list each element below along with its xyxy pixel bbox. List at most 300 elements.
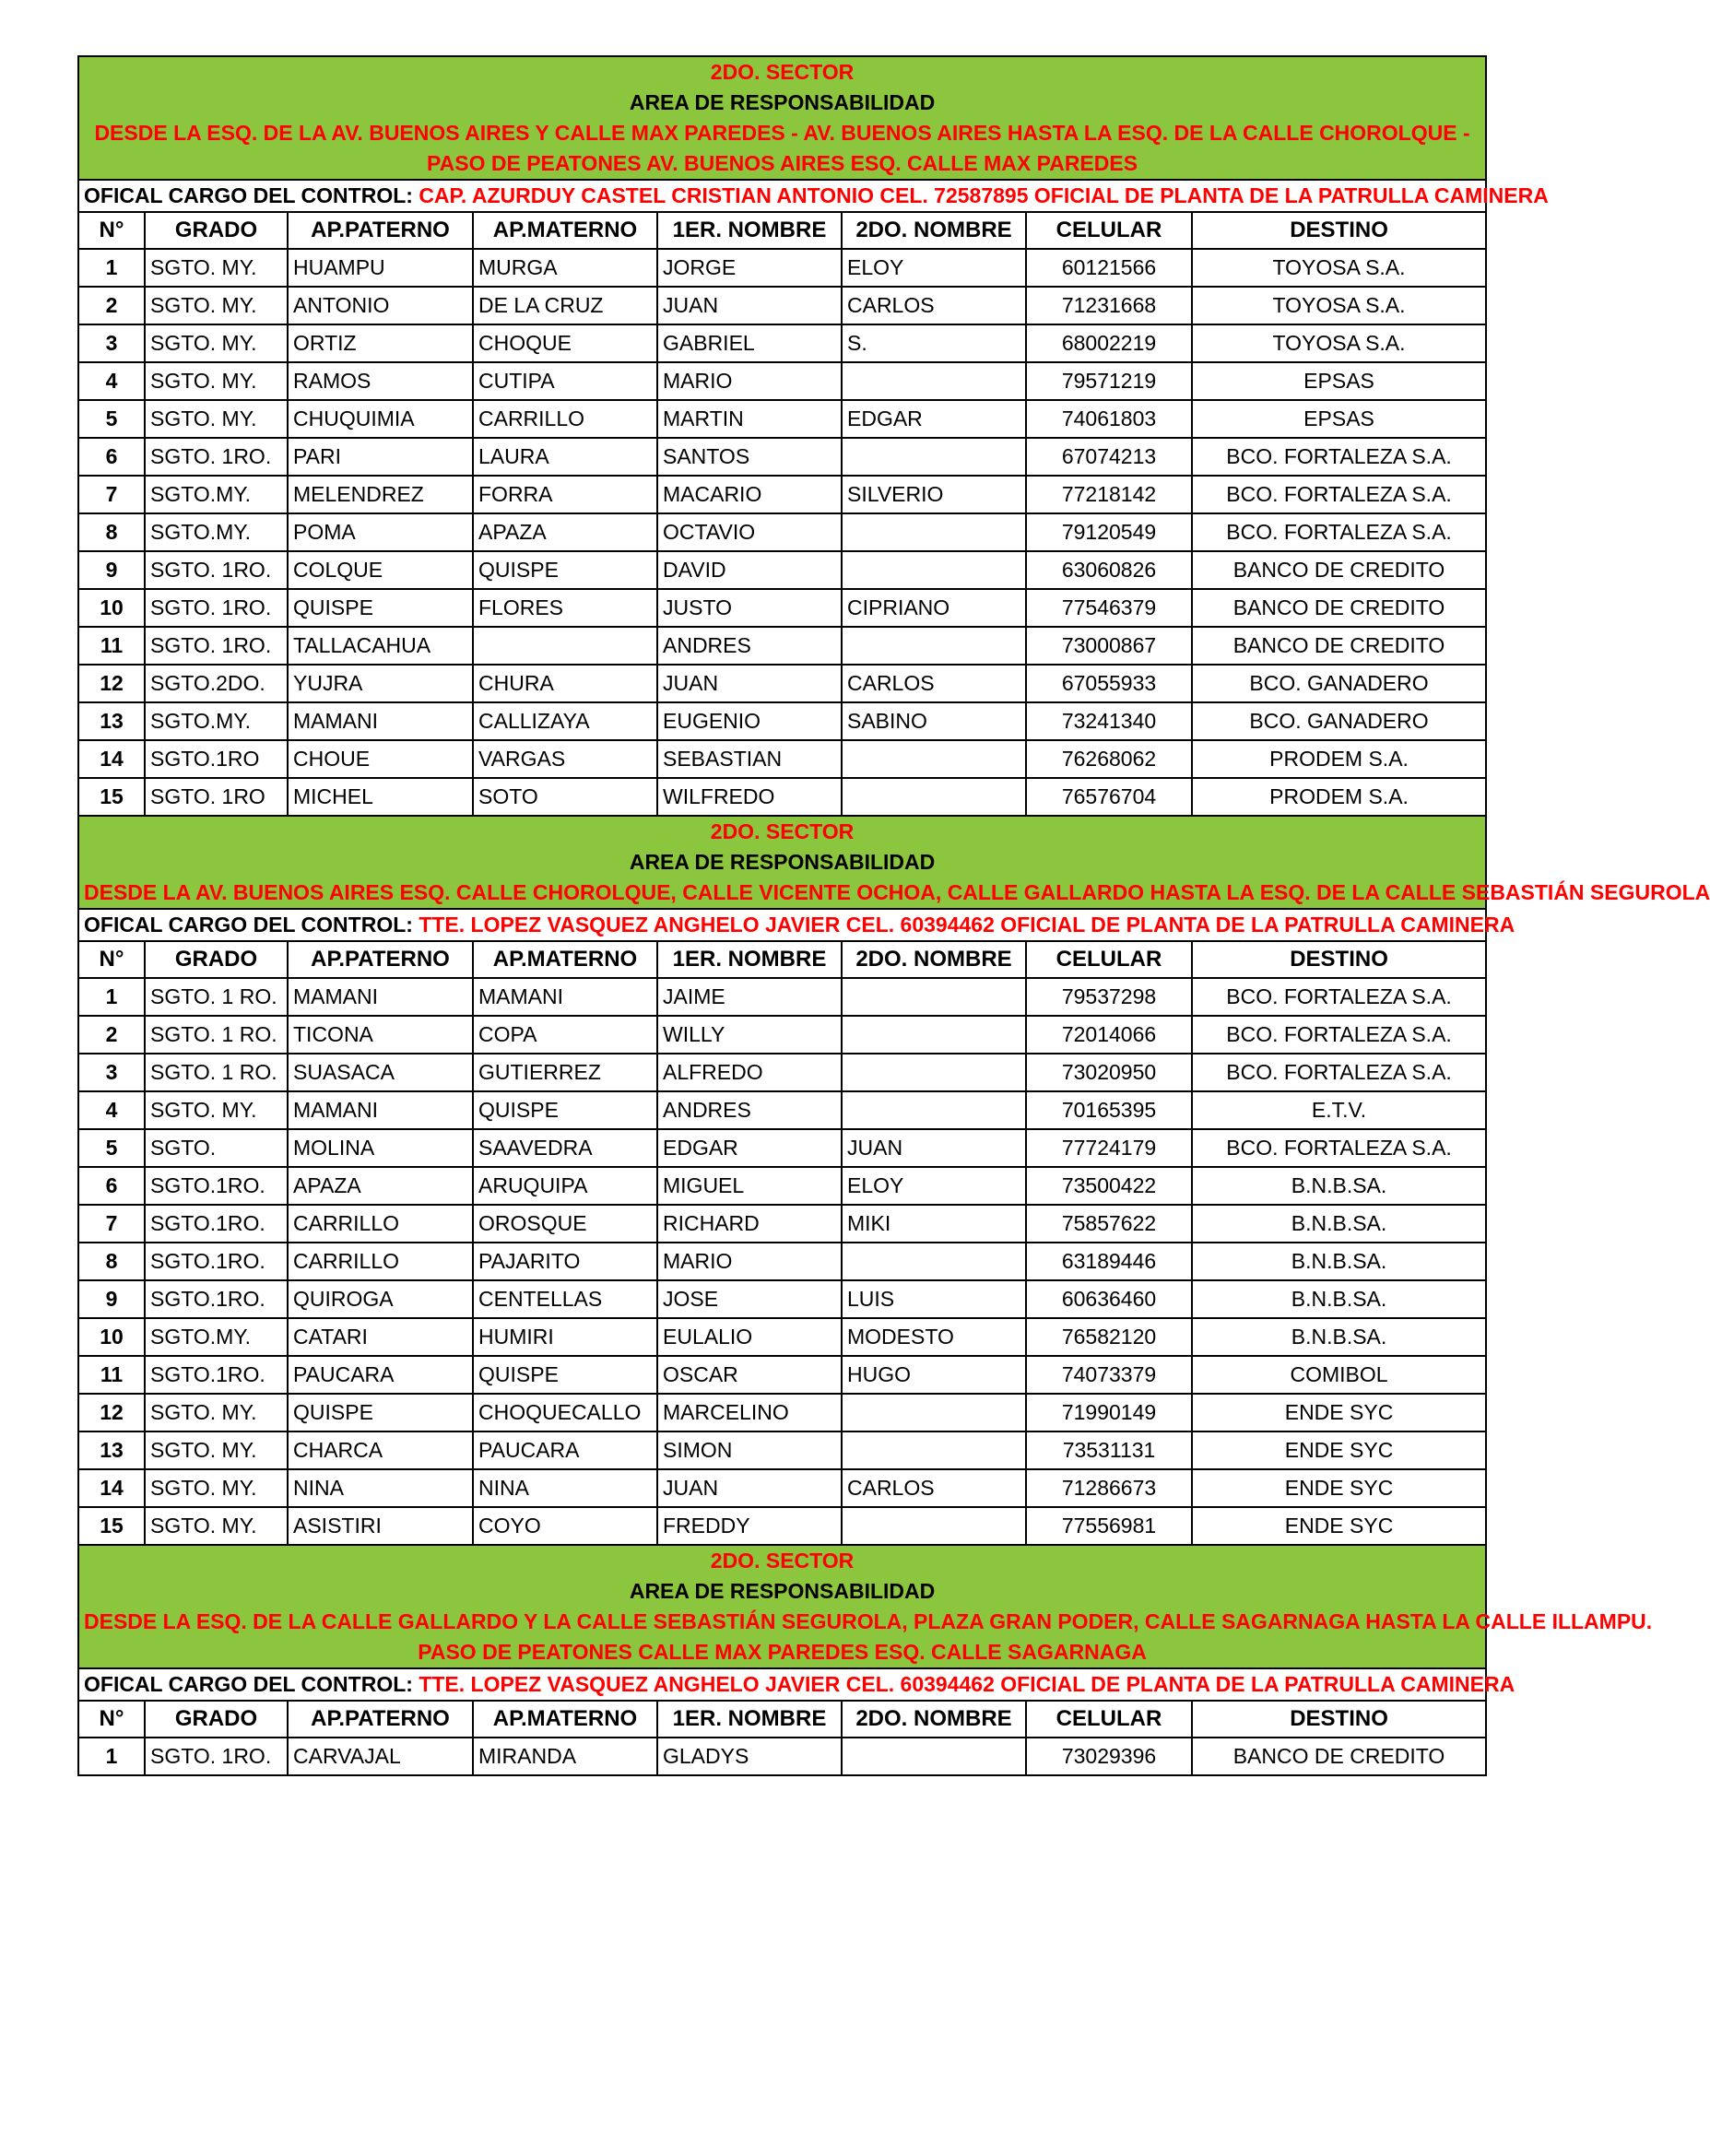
cell-ap-paterno: MELENDREZ (288, 476, 473, 513)
cell-row-number: 15 (78, 1507, 145, 1545)
cell-ap-paterno: ORTIZ (288, 324, 473, 362)
cell-row-number: 13 (78, 1431, 145, 1469)
cell-segundo-nombre (842, 1394, 1026, 1431)
cell-celular: 70165395 (1026, 1091, 1192, 1129)
table-row (78, 1054, 1486, 1091)
cell-grado: SGTO.MY. (145, 513, 288, 551)
cell-grado: SGTO. MY. (145, 1091, 288, 1129)
cell-grado: SGTO. MY. (145, 287, 288, 324)
column-header-row-number: N° (78, 941, 145, 978)
area-description: DESDE LA AV. BUENOS AIRES ESQ. CALLE CHOROLQUE, CALLE VICENTE OCHOA, CALLE GALLARDO HASTA LA ESQ. DE LA CALLE SEBASTIÁN SEGUROLA (84, 880, 1710, 904)
table-row (78, 1167, 1486, 1205)
cell-destino: BANCO DE CREDITO (1192, 627, 1486, 665)
cell-ap-paterno: CHARCA (288, 1431, 473, 1469)
cell-grado: SGTO.MY. (145, 702, 288, 740)
cell-destino: ENDE SYC (1192, 1431, 1486, 1469)
cell-row-number: 2 (78, 287, 145, 324)
cell-primer-nombre: GABRIEL (657, 324, 842, 362)
table-row (78, 1243, 1486, 1280)
column-header-segundo-nombre: 2DO. NOMBRE (842, 1701, 1026, 1738)
cell-celular: 76268062 (1026, 740, 1192, 778)
cell-ap-paterno: RAMOS (288, 362, 473, 400)
column-header-row-number: N° (78, 212, 145, 249)
cell-destino: TOYOSA S.A. (1192, 287, 1486, 324)
cell-celular: 67055933 (1026, 665, 1192, 702)
cell-row-number: 11 (78, 1356, 145, 1394)
column-header-grado: GRADO (145, 1701, 288, 1738)
cell-primer-nombre: SIMON (657, 1431, 842, 1469)
table-row (78, 978, 1486, 1016)
personnel-table (77, 55, 1710, 1776)
cell-primer-nombre: SANTOS (657, 438, 842, 476)
officer-name: TTE. LOPEZ VASQUEZ ANGHELO JAVIER CEL. 60394462 OFICIAL DE PLANTA DE LA PATRULLA CAMINERA (419, 913, 1515, 937)
crosswalk-note: PASO DE PEATONES CALLE MAX PAREDES ESQ. CALLE SAGARNAGA (418, 1640, 1147, 1664)
sector-title: 2DO. SECTOR (710, 819, 855, 843)
column-header-celular: CELULAR (1026, 212, 1192, 249)
column-header-destino: DESTINO (1192, 941, 1486, 978)
cell-primer-nombre: EULALIO (657, 1318, 842, 1356)
cell-celular: 77218142 (1026, 476, 1192, 513)
cell-segundo-nombre: JUAN (842, 1129, 1026, 1167)
cell-celular: 79571219 (1026, 362, 1192, 400)
column-header-primer-nombre: 1ER. NOMBRE (657, 941, 842, 978)
cell-segundo-nombre (842, 438, 1026, 476)
table-row (78, 1356, 1486, 1394)
cell-celular: 60636460 (1026, 1280, 1192, 1318)
cell-celular: 75857622 (1026, 1205, 1192, 1243)
cell-grado: SGTO.1RO. (145, 1205, 288, 1243)
cell-primer-nombre: MARIO (657, 362, 842, 400)
officer-cell (78, 180, 1549, 212)
cell-ap-paterno: QUISPE (288, 1394, 473, 1431)
cell-row-number: 1 (78, 249, 145, 287)
cell-ap-materno: CALLIZAYA (473, 702, 657, 740)
officer-row (78, 909, 1486, 941)
cell-grado: SGTO.1RO (145, 740, 288, 778)
cell-primer-nombre: MARTIN (657, 400, 842, 438)
cell-segundo-nombre (842, 1091, 1026, 1129)
table-row (78, 1394, 1486, 1431)
sector-title: 2DO. SECTOR (710, 1549, 855, 1573)
cell-ap-paterno: CARRILLO (288, 1205, 473, 1243)
cell-grado: SGTO.1RO. (145, 1167, 288, 1205)
cell-ap-paterno: QUIROGA (288, 1280, 473, 1318)
cell-destino: EPSAS (1192, 400, 1486, 438)
cell-row-number: 4 (78, 1091, 145, 1129)
column-header-grado: GRADO (145, 212, 288, 249)
cell-ap-paterno: NINA (288, 1469, 473, 1507)
cell-destino: BCO. FORTALEZA S.A. (1192, 476, 1486, 513)
cell-celular: 74061803 (1026, 400, 1192, 438)
cell-ap-materno: NINA (473, 1469, 657, 1507)
cell-destino: ENDE SYC (1192, 1507, 1486, 1545)
table-row (78, 362, 1486, 400)
cell-row-number: 11 (78, 627, 145, 665)
cell-grado: SGTO. (145, 1129, 288, 1167)
cell-celular: 79537298 (1026, 978, 1192, 1016)
table-row (78, 551, 1486, 589)
table-row (78, 665, 1486, 702)
cell-grado: SGTO. MY. (145, 362, 288, 400)
cell-ap-paterno: YUJRA (288, 665, 473, 702)
cell-ap-paterno: SUASACA (288, 1054, 473, 1091)
cell-grado: SGTO. 1 RO. (145, 978, 288, 1016)
cell-primer-nombre: SEBASTIAN (657, 740, 842, 778)
column-header-destino: DESTINO (1192, 1701, 1486, 1738)
officer-label: OFICAL CARGO DEL CONTROL: (84, 1672, 413, 1696)
cell-row-number: 1 (78, 978, 145, 1016)
cell-row-number: 5 (78, 400, 145, 438)
cell-segundo-nombre (842, 740, 1026, 778)
cell-grado: SGTO.MY. (145, 476, 288, 513)
cell-grado: SGTO. 1 RO. (145, 1016, 288, 1054)
cell-segundo-nombre (842, 1738, 1026, 1775)
cell-destino: BCO. FORTALEZA S.A. (1192, 1016, 1486, 1054)
cell-destino: PRODEM S.A. (1192, 740, 1486, 778)
cell-ap-materno: QUISPE (473, 1091, 657, 1129)
cell-grado: SGTO. MY. (145, 1394, 288, 1431)
cell-destino: BCO. GANADERO (1192, 665, 1486, 702)
cell-segundo-nombre: S. (842, 324, 1026, 362)
table-row (78, 513, 1486, 551)
cell-grado: SGTO. MY. (145, 249, 288, 287)
table-row (78, 1280, 1486, 1318)
cell-ap-materno: CARRILLO (473, 400, 657, 438)
area-description: DESDE LA ESQ. DE LA CALLE GALLARDO Y LA CALLE SEBASTIÁN SEGUROLA, PLAZA GRAN PODER, CALLE SAGARNAGA HASTA LA CALLE ILLAMPU. (84, 1609, 1653, 1633)
cell-celular: 73500422 (1026, 1167, 1192, 1205)
cell-row-number: 14 (78, 1469, 145, 1507)
cell-ap-materno: CHURA (473, 665, 657, 702)
cell-celular: 73020950 (1026, 1054, 1192, 1091)
cell-row-number: 10 (78, 589, 145, 627)
table-row (78, 589, 1486, 627)
table-row (78, 1318, 1486, 1356)
table-row (78, 324, 1486, 362)
cell-ap-paterno: MOLINA (288, 1129, 473, 1167)
cell-grado: SGTO. MY. (145, 400, 288, 438)
cell-ap-materno: MURGA (473, 249, 657, 287)
officer-row (78, 1668, 1486, 1701)
table-row (78, 1431, 1486, 1469)
cell-ap-paterno: CATARI (288, 1318, 473, 1356)
column-header-ap-materno: AP.MATERNO (473, 941, 657, 978)
cell-segundo-nombre: CIPRIANO (842, 589, 1026, 627)
cell-ap-materno: PAJARITO (473, 1243, 657, 1280)
cell-ap-paterno: APAZA (288, 1167, 473, 1205)
cell-ap-paterno: MICHEL (288, 778, 473, 816)
column-header-primer-nombre: 1ER. NOMBRE (657, 212, 842, 249)
cell-destino: B.N.B.SA. (1192, 1318, 1486, 1356)
cell-grado: SGTO. 1RO. (145, 589, 288, 627)
column-header-destino: DESTINO (1192, 212, 1486, 249)
cell-row-number: 5 (78, 1129, 145, 1167)
cell-segundo-nombre: EDGAR (842, 400, 1026, 438)
cell-grado: SGTO.1RO. (145, 1280, 288, 1318)
table-row (78, 1016, 1486, 1054)
cell-ap-paterno: CARRILLO (288, 1243, 473, 1280)
cell-primer-nombre: ANDRES (657, 1091, 842, 1129)
cell-primer-nombre: EUGENIO (657, 702, 842, 740)
cell-ap-materno: OROSQUE (473, 1205, 657, 1243)
cell-ap-materno: PAUCARA (473, 1431, 657, 1469)
cell-ap-materno: LAURA (473, 438, 657, 476)
cell-ap-materno: DE LA CRUZ (473, 287, 657, 324)
cell-ap-paterno: TALLACAHUA (288, 627, 473, 665)
column-header-ap-materno: AP.MATERNO (473, 1701, 657, 1738)
table-row (78, 702, 1486, 740)
table-row (78, 1205, 1486, 1243)
cell-row-number: 8 (78, 513, 145, 551)
cell-destino: BCO. FORTALEZA S.A. (1192, 438, 1486, 476)
cell-celular: 71286673 (1026, 1469, 1192, 1507)
cell-ap-materno: COYO (473, 1507, 657, 1545)
cell-row-number: 8 (78, 1243, 145, 1280)
cell-celular: 67074213 (1026, 438, 1192, 476)
column-header-row (78, 941, 1486, 978)
cell-segundo-nombre (842, 1431, 1026, 1469)
cell-segundo-nombre (842, 1507, 1026, 1545)
cell-ap-paterno: QUISPE (288, 589, 473, 627)
cell-ap-paterno: CHOUE (288, 740, 473, 778)
cell-celular: 79120549 (1026, 513, 1192, 551)
cell-primer-nombre: GLADYS (657, 1738, 842, 1775)
cell-ap-materno: CUTIPA (473, 362, 657, 400)
cell-grado: SGTO.MY. (145, 1318, 288, 1356)
sector-header (78, 1545, 1486, 1668)
cell-ap-materno: VARGAS (473, 740, 657, 778)
cell-celular: 76576704 (1026, 778, 1192, 816)
cell-grado: SGTO. 1 RO. (145, 1054, 288, 1091)
column-header-ap-paterno: AP.PATERNO (288, 941, 473, 978)
cell-ap-materno: CENTELLAS (473, 1280, 657, 1318)
column-header-segundo-nombre: 2DO. NOMBRE (842, 941, 1026, 978)
table-row (78, 1091, 1486, 1129)
cell-destino: BCO. FORTALEZA S.A. (1192, 1054, 1486, 1091)
cell-celular: 73531131 (1026, 1431, 1192, 1469)
cell-ap-materno (473, 627, 657, 665)
cell-grado: SGTO. 1RO. (145, 1738, 288, 1775)
cell-grado: SGTO. MY. (145, 1431, 288, 1469)
column-header-celular: CELULAR (1026, 941, 1192, 978)
cell-ap-materno: FORRA (473, 476, 657, 513)
cell-celular: 72014066 (1026, 1016, 1192, 1054)
table-row (78, 627, 1486, 665)
cell-ap-paterno: TICONA (288, 1016, 473, 1054)
cell-segundo-nombre: LUIS (842, 1280, 1026, 1318)
cell-ap-materno: SOTO (473, 778, 657, 816)
cell-segundo-nombre: ELOY (842, 249, 1026, 287)
officer-label: OFICAL CARGO DEL CONTROL: (84, 183, 413, 207)
cell-ap-paterno: POMA (288, 513, 473, 551)
cell-destino: ENDE SYC (1192, 1469, 1486, 1507)
cell-ap-materno: CHOQUE (473, 324, 657, 362)
cell-primer-nombre: ALFREDO (657, 1054, 842, 1091)
table-row (78, 438, 1486, 476)
cell-destino: ENDE SYC (1192, 1394, 1486, 1431)
cell-celular: 76582120 (1026, 1318, 1192, 1356)
cell-ap-materno: FLORES (473, 589, 657, 627)
cell-grado: SGTO.2DO. (145, 665, 288, 702)
officer-cell (78, 1668, 1515, 1701)
cell-ap-materno: CHOQUECALLO (473, 1394, 657, 1431)
cell-segundo-nombre (842, 362, 1026, 400)
cell-ap-materno: SAAVEDRA (473, 1129, 657, 1167)
cell-segundo-nombre: SILVERIO (842, 476, 1026, 513)
cell-ap-materno: MAMANI (473, 978, 657, 1016)
cell-ap-paterno: CARVAJAL (288, 1738, 473, 1775)
table-row (78, 1738, 1486, 1775)
column-header-primer-nombre: 1ER. NOMBRE (657, 1701, 842, 1738)
cell-segundo-nombre (842, 1054, 1026, 1091)
cell-segundo-nombre: SABINO (842, 702, 1026, 740)
officer-row (78, 180, 1486, 212)
cell-celular: 71990149 (1026, 1394, 1192, 1431)
cell-primer-nombre: JAIME (657, 978, 842, 1016)
cell-destino: BANCO DE CREDITO (1192, 1738, 1486, 1775)
table-row (78, 400, 1486, 438)
cell-ap-paterno: CHUQUIMIA (288, 400, 473, 438)
cell-segundo-nombre (842, 778, 1026, 816)
cell-primer-nombre: WILLY (657, 1016, 842, 1054)
cell-grado: SGTO. 1RO. (145, 551, 288, 589)
cell-grado: SGTO.1RO. (145, 1243, 288, 1280)
column-header-celular: CELULAR (1026, 1701, 1192, 1738)
cell-celular: 71231668 (1026, 287, 1192, 324)
cell-destino: B.N.B.SA. (1192, 1167, 1486, 1205)
cell-row-number: 7 (78, 476, 145, 513)
cell-ap-materno: QUISPE (473, 1356, 657, 1394)
cell-primer-nombre: FREDDY (657, 1507, 842, 1545)
cell-ap-materno: HUMIRI (473, 1318, 657, 1356)
cell-ap-paterno: MAMANI (288, 978, 473, 1016)
cell-primer-nombre: DAVID (657, 551, 842, 589)
cell-destino: BANCO DE CREDITO (1192, 589, 1486, 627)
officer-name: CAP. AZURDUY CASTEL CRISTIAN ANTONIO CEL. 72587895 OFICIAL DE PLANTA DE LA PATRULLA CAMINERA (419, 183, 1549, 207)
cell-ap-materno: QUISPE (473, 551, 657, 589)
cell-celular: 73029396 (1026, 1738, 1192, 1775)
cell-celular: 73241340 (1026, 702, 1192, 740)
crosswalk-note: PASO DE PEATONES AV. BUENOS AIRES ESQ. CALLE MAX PAREDES (427, 151, 1138, 175)
cell-segundo-nombre: ELOY (842, 1167, 1026, 1205)
cell-grado: SGTO.1RO. (145, 1356, 288, 1394)
area-title: AREA DE RESPONSABILIDAD (629, 850, 936, 874)
column-header-ap-materno: AP.MATERNO (473, 212, 657, 249)
cell-segundo-nombre: MODESTO (842, 1318, 1026, 1356)
table-row (78, 1129, 1486, 1167)
cell-ap-paterno: HUAMPU (288, 249, 473, 287)
cell-primer-nombre: JOSE (657, 1280, 842, 1318)
cell-segundo-nombre (842, 1243, 1026, 1280)
cell-primer-nombre: OCTAVIO (657, 513, 842, 551)
cell-ap-paterno: ASISTIRI (288, 1507, 473, 1545)
cell-destino: TOYOSA S.A. (1192, 324, 1486, 362)
cell-segundo-nombre (842, 1016, 1026, 1054)
table-row (78, 740, 1486, 778)
cell-celular: 77556981 (1026, 1507, 1192, 1545)
cell-destino: B.N.B.SA. (1192, 1243, 1486, 1280)
cell-row-number: 10 (78, 1318, 145, 1356)
cell-destino: BANCO DE CREDITO (1192, 551, 1486, 589)
column-header-segundo-nombre: 2DO. NOMBRE (842, 212, 1026, 249)
column-header-ap-paterno: AP.PATERNO (288, 212, 473, 249)
cell-segundo-nombre: HUGO (842, 1356, 1026, 1394)
cell-primer-nombre: OSCAR (657, 1356, 842, 1394)
cell-row-number: 3 (78, 1054, 145, 1091)
sector-header-cell (78, 56, 1486, 180)
cell-primer-nombre: JUAN (657, 287, 842, 324)
cell-destino: EPSAS (1192, 362, 1486, 400)
cell-primer-nombre: MACARIO (657, 476, 842, 513)
cell-celular: 77546379 (1026, 589, 1192, 627)
cell-celular: 77724179 (1026, 1129, 1192, 1167)
cell-row-number: 9 (78, 1280, 145, 1318)
cell-segundo-nombre: CARLOS (842, 1469, 1026, 1507)
cell-ap-paterno: PARI (288, 438, 473, 476)
cell-celular: 60121566 (1026, 249, 1192, 287)
cell-celular: 63189446 (1026, 1243, 1192, 1280)
cell-destino: B.N.B.SA. (1192, 1280, 1486, 1318)
cell-ap-paterno: MAMANI (288, 702, 473, 740)
cell-primer-nombre: MARCELINO (657, 1394, 842, 1431)
cell-ap-paterno: ANTONIO (288, 287, 473, 324)
cell-row-number: 2 (78, 1016, 145, 1054)
cell-row-number: 15 (78, 778, 145, 816)
cell-grado: SGTO. 1RO (145, 778, 288, 816)
cell-primer-nombre: WILFREDO (657, 778, 842, 816)
cell-destino: BCO. FORTALEZA S.A. (1192, 1129, 1486, 1167)
cell-ap-paterno: MAMANI (288, 1091, 473, 1129)
cell-segundo-nombre (842, 513, 1026, 551)
area-title: AREA DE RESPONSABILIDAD (629, 90, 936, 114)
cell-row-number: 6 (78, 438, 145, 476)
cell-ap-paterno: COLQUE (288, 551, 473, 589)
officer-cell (78, 909, 1515, 941)
cell-row-number: 7 (78, 1205, 145, 1243)
cell-primer-nombre: JUSTO (657, 589, 842, 627)
column-header-row (78, 212, 1486, 249)
cell-destino: TOYOSA S.A. (1192, 249, 1486, 287)
column-header-ap-paterno: AP.PATERNO (288, 1701, 473, 1738)
cell-destino: BCO. GANADERO (1192, 702, 1486, 740)
cell-row-number: 12 (78, 665, 145, 702)
cell-destino: BCO. FORTALEZA S.A. (1192, 978, 1486, 1016)
table-row (78, 287, 1486, 324)
sector-header (78, 816, 1486, 909)
cell-segundo-nombre: MIKI (842, 1205, 1026, 1243)
sector-header-cell (78, 816, 1710, 909)
sector-header (78, 56, 1486, 180)
cell-ap-materno: GUTIERREZ (473, 1054, 657, 1091)
cell-ap-materno: APAZA (473, 513, 657, 551)
cell-row-number: 3 (78, 324, 145, 362)
cell-primer-nombre: ANDRES (657, 627, 842, 665)
cell-grado: SGTO. 1RO. (145, 627, 288, 665)
cell-celular: 63060826 (1026, 551, 1192, 589)
cell-ap-materno: MIRANDA (473, 1738, 657, 1775)
table-row (78, 1469, 1486, 1507)
cell-ap-materno: ARUQUIPA (473, 1167, 657, 1205)
cell-row-number: 9 (78, 551, 145, 589)
cell-grado: SGTO. 1RO. (145, 438, 288, 476)
cell-segundo-nombre (842, 627, 1026, 665)
cell-primer-nombre: MARIO (657, 1243, 842, 1280)
cell-ap-materno: COPA (473, 1016, 657, 1054)
table-row (78, 476, 1486, 513)
area-description: DESDE LA ESQ. DE LA AV. BUENOS AIRES Y CALLE MAX PAREDES - AV. BUENOS AIRES HASTA LA ESQ. DE LA CALLE CHOROLQUE - (94, 121, 1470, 145)
cell-grado: SGTO. MY. (145, 1469, 288, 1507)
cell-row-number: 1 (78, 1738, 145, 1775)
cell-destino: PRODEM S.A. (1192, 778, 1486, 816)
